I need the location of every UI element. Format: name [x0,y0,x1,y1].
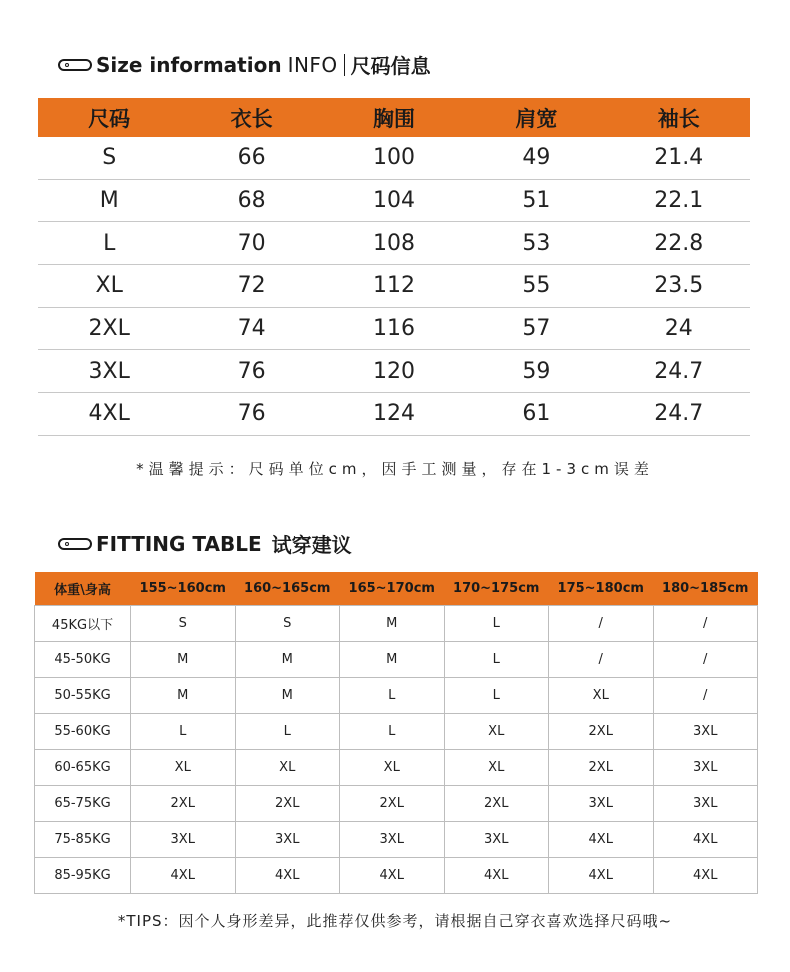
fit-header-cell: 体重\身高 [35,572,131,606]
size-cell: 3XL [88,358,130,384]
fit-cell: S [235,606,340,642]
fit-cell: 3XL [653,750,758,786]
length-cell: 76 [237,358,266,384]
fit-cell: M [131,642,236,678]
weight-cell: 60-65KG [35,750,131,786]
size-header-cell: 袖长 [657,106,700,131]
fit-cell: L [131,714,236,750]
table-row [38,350,750,393]
size-cell: 4XL [88,401,130,427]
fitting-table [34,572,758,894]
size-info-title-info: INFO [287,52,338,77]
fit-header-cell: 165~170cm [340,572,445,606]
fit-cell: L [444,642,549,678]
fit-cell: M [235,642,340,678]
weight-cell: 50-55KG [35,678,131,714]
table-row [35,822,758,858]
sleeve-cell: 22.1 [654,188,704,214]
shoulder-cell: 51 [522,188,551,214]
fit-cell: 4XL [549,822,654,858]
fit-cell: 2XL [235,786,340,822]
fit-header-cell: 170~175cm [444,572,549,606]
fit-header-cell: 160~165cm [235,572,340,606]
length-cell: 72 [237,273,266,299]
table-row [35,750,758,786]
fit-cell: L [235,714,340,750]
fit-header-cell: 155~160cm [131,572,236,606]
size-header-cell: 衣长 [230,106,273,131]
fit-cell: / [653,642,758,678]
fit-cell: 3XL [549,786,654,822]
fit-cell: 2XL [131,786,236,822]
table-row [35,714,758,750]
fit-cell: XL [444,714,549,750]
fit-cell: M [131,678,236,714]
size-cell: S [102,145,117,171]
shoulder-cell: 49 [522,145,551,171]
weight-cell: 65-75KG [35,786,131,822]
table-row [38,222,750,265]
fit-cell: L [340,714,445,750]
fit-cell: / [653,678,758,714]
fit-cell: 3XL [444,822,549,858]
fit-cell: 2XL [549,714,654,750]
weight-cell: 45-50KG [35,642,131,678]
fit-cell: 4XL [653,822,758,858]
chest-cell: 100 [372,145,415,171]
size-info-title-cn: 尺码信息 [350,54,431,78]
weight-cell: 85-95KG [35,858,131,894]
fit-cell: 4XL [340,858,445,894]
title-divider [344,54,345,76]
fit-header-cell: 175~180cm [549,572,654,606]
sleeve-cell: 21.4 [654,145,704,171]
fit-cell: 3XL [235,822,340,858]
fit-cell: XL [444,750,549,786]
fit-cell: XL [235,750,340,786]
size-info-title [58,50,431,79]
fit-cell: XL [131,750,236,786]
table-row [35,678,758,714]
table-row [35,642,758,678]
fitting-table-header [35,572,758,606]
size-info-title-en: Size information [96,52,282,77]
tips-note: *TIPS：因个人身形差异，此推荐仅供参考，请根据自己穿衣喜欢选择尺码哦~ [117,912,673,930]
shoulder-cell: 61 [522,401,551,427]
shoulder-cell: 55 [522,273,551,299]
shoulder-cell: 59 [522,358,551,384]
fit-cell: M [340,642,445,678]
fit-cell: 4XL [235,858,340,894]
length-cell: 66 [237,145,266,171]
fit-cell: XL [340,750,445,786]
chest-cell: 104 [372,188,415,214]
length-cell: 68 [237,188,266,214]
size-cell: XL [95,273,123,299]
fit-cell: 3XL [653,786,758,822]
fit-cell: M [340,606,445,642]
weight-cell: 75-85KG [35,822,131,858]
size-header-cell: 胸围 [372,106,415,131]
sleeve-cell: 24.7 [654,358,704,384]
measurement-note: *温馨提示：尺码单位cm，因手工测量，存在1-3cm误差 [136,460,654,478]
fit-header-cell: 180~185cm [653,572,758,606]
length-cell: 76 [237,401,266,427]
size-cell: M [99,188,119,214]
fit-cell: 4XL [653,858,758,894]
size-header-cell: 肩宽 [515,106,558,131]
fit-cell: / [653,606,758,642]
shoulder-cell: 57 [522,316,551,342]
chest-cell: 120 [372,358,415,384]
fit-cell: L [444,606,549,642]
size-table-header [38,98,750,137]
length-cell: 70 [237,230,266,256]
fitting-table-title [58,529,352,558]
length-cell: 74 [237,316,266,342]
table-row [38,180,750,223]
sleeve-cell: 22.8 [654,230,704,256]
fit-cell: 2XL [340,786,445,822]
fit-cell: 4XL [131,858,236,894]
weight-cell: 55-60KG [35,714,131,750]
table-row [38,137,750,180]
chest-cell: 124 [372,401,415,427]
pill-icon [58,59,92,71]
fit-cell: / [549,642,654,678]
fit-cell: 2XL [549,750,654,786]
fit-cell: 3XL [653,714,758,750]
fitting-title-en: FITTING TABLE [96,531,262,556]
size-cell: L [103,230,116,256]
fit-cell: 4XL [444,858,549,894]
fit-cell: L [444,678,549,714]
sleeve-cell: 23.5 [654,273,704,299]
size-header-cell: 尺码 [88,106,131,131]
fit-cell: L [340,678,445,714]
fit-cell: / [549,606,654,642]
weight-cell: 45KG以下 [35,606,131,642]
table-row [35,858,758,894]
fit-cell: 3XL [340,822,445,858]
chest-cell: 108 [372,230,415,256]
fitting-title-cn: 试穿建议 [271,533,352,557]
pill-icon [58,538,92,550]
chest-cell: 116 [372,316,415,342]
fit-cell: 3XL [131,822,236,858]
fit-cell: S [131,606,236,642]
fit-cell: XL [549,678,654,714]
table-row [38,393,750,436]
table-row [38,265,750,308]
sleeve-cell: 24.7 [654,401,704,427]
shoulder-cell: 53 [522,230,551,256]
sleeve-cell: 24 [664,316,693,342]
table-row [35,786,758,822]
table-row [35,606,758,642]
fit-cell: M [235,678,340,714]
fit-cell: 4XL [549,858,654,894]
size-cell: 2XL [88,316,130,342]
table-row [38,308,750,351]
chest-cell: 112 [372,273,415,299]
fit-cell: 2XL [444,786,549,822]
size-table [38,98,750,436]
